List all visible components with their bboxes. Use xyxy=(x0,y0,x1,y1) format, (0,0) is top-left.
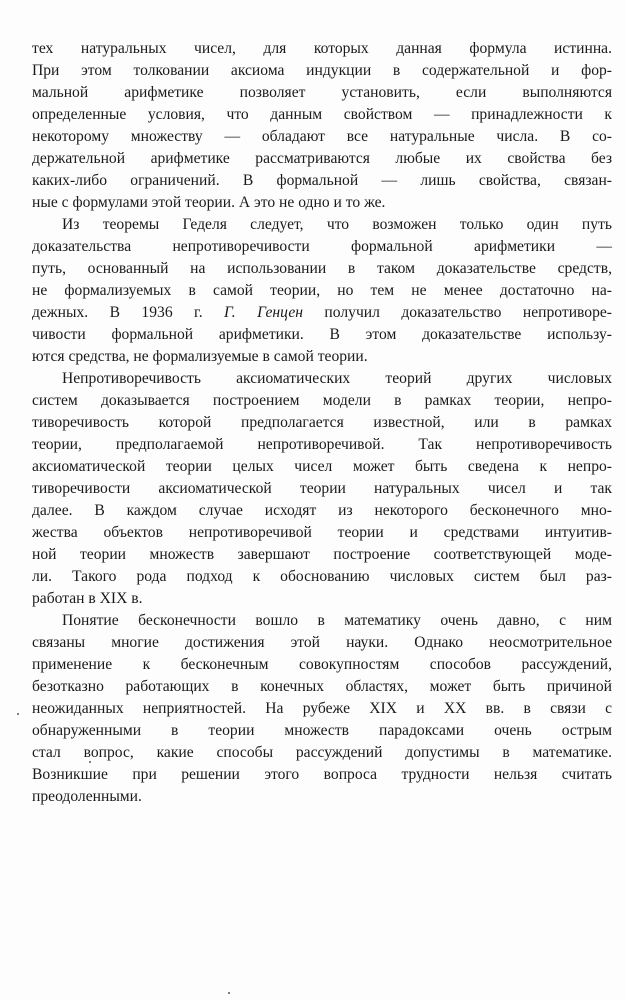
text-line: ли. Такого рода подход к обоснованию числовых систем был раз- xyxy=(32,568,612,585)
scan-speck xyxy=(89,761,91,763)
text-line: доказательства непротиворечивости формальной арифметики — xyxy=(32,238,612,255)
paragraph-4 xyxy=(32,610,612,808)
text-fragment: получил доказательство непротиворе- xyxy=(302,304,612,321)
text-line xyxy=(32,302,612,324)
text-line: не формализуемых в самой теории, но тем не менее достаточно на- xyxy=(32,282,612,299)
text-line: жества объектов непротиворечивой теории и средствами интуитив- xyxy=(32,524,612,541)
text-line: теории, предполагаемой непротиворечивой. Так непротиворечивость xyxy=(32,436,612,453)
text-line: далее. В каждом случае исходят из некоторого бесконечного мно- xyxy=(32,502,612,519)
text-line: тиворечивость которой предполагается известной, или в рамках xyxy=(32,414,612,431)
author-name: Г. Генцен xyxy=(224,304,303,321)
text-line: ной теории множеств завершают построение соответствующей моде- xyxy=(32,546,612,563)
text-line: Понятие бесконечности вошло в математику очень давно, с ним xyxy=(62,612,612,629)
text-line: систем доказывается построением модели в рамках теории, непро- xyxy=(32,392,612,409)
scan-speck xyxy=(17,713,19,715)
text-line: связаны многие достижения этой науки. Однако неосмотрительное xyxy=(32,634,612,651)
text-line: держательной арифметике рассматриваются любые их свойства без xyxy=(32,150,612,167)
text-line: мальной арифметике позволяет установить, если выполняются xyxy=(32,84,612,101)
paragraph-2 xyxy=(32,214,612,368)
text-line: аксиоматической теории целых чисел может быть сведена к непро- xyxy=(32,458,612,475)
text-line: некоторому множеству — обладают все натуральные числа. В со- xyxy=(32,128,612,145)
text-line: Непротиворечивость аксиоматических теорий других числовых xyxy=(62,370,612,387)
paragraph-1 xyxy=(32,38,612,214)
text-line: применение к бесконечным совокупностям способов рассуждений, xyxy=(32,656,612,673)
text-line: Из теоремы Геделя следует, что возможен только один путь xyxy=(62,216,612,233)
paragraph-3 xyxy=(32,368,612,610)
text-line: тех натуральных чисел, для которых данная формула истинна. xyxy=(32,40,612,57)
text-fragment: дежных. В 1936 г. xyxy=(32,304,225,321)
page-body-text xyxy=(32,38,612,808)
text-line: определенные условия, что данным свойством — принадлежности к xyxy=(32,106,612,123)
text-line: путь, основанный на использовании в таком доказательстве средств, xyxy=(32,260,612,277)
text-line: каких-либо ограничений. В формальной — лишь свойства, связан- xyxy=(32,172,612,189)
text-line: ные с формулами этой теории. А это не одно и то же. xyxy=(32,194,386,211)
text-line: обнаруженными в теории множеств парадоксами очень острым xyxy=(32,722,612,739)
text-line: преодоленными. xyxy=(32,788,142,805)
text-line: стал вопрос, какие способы рассуждений допустимы в математике. xyxy=(32,744,612,761)
text-line: тиворечивости аксиоматической теории натуральных чисел и так xyxy=(32,480,612,497)
text-line: неожиданных неприятностей. На рубеже XIX и XX вв. в связи с xyxy=(32,700,612,717)
text-line: работан в XIX в. xyxy=(32,590,143,607)
text-line: чивости формальной арифметики. В этом доказательстве использу- xyxy=(32,326,612,343)
text-line: ются средства, не формализуемые в самой теории. xyxy=(32,348,368,365)
text-line: Возникшие при решении этого вопроса трудности нельзя считать xyxy=(32,766,612,783)
scan-speck xyxy=(228,992,230,994)
text-line: безотказно работающих в конечных областях, может быть причиной xyxy=(32,678,612,695)
text-line: При этом толковании аксиома индукции в содержательной и фор- xyxy=(32,62,612,79)
